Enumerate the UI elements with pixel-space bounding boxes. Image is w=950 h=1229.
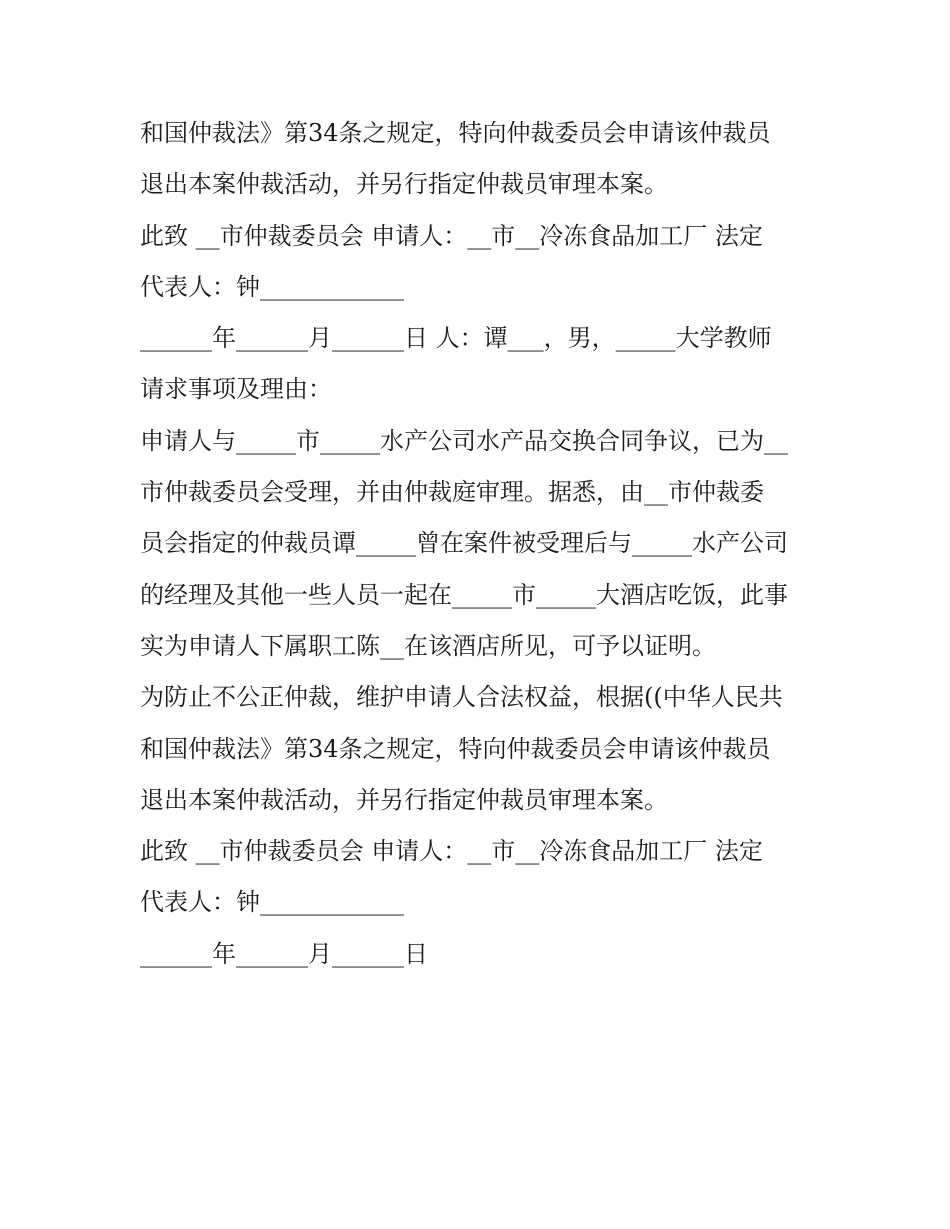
text-line: 实为申请人下属职工陈__在该酒店所见，可予以证明。 (140, 631, 716, 660)
text-line: ______年______月______日 人：谭___，男，_____大学教师 (140, 324, 772, 353)
text-line: 员会指定的仲裁员谭_____曾在案件被受理后与_____水产公司 (140, 529, 788, 558)
text-line: 和国仲裁法》第34条之规定，特向仲裁委员会申请该仲裁员 (140, 119, 771, 147)
text-line: 申请人与_____市_____水产公司水产品交换合同争议，已为__ (140, 426, 788, 455)
text-line: 为防止不公正仲裁，维护申请人合法权益，根据((中华人民共 (140, 683, 783, 712)
text-line: 和国仲裁法》第34条之规定，特向仲裁委员会申请该仲裁员 (140, 734, 771, 763)
text-line: 的经理及其他一些人员一起在_____市_____大酒店吃饭，此事 (140, 580, 788, 609)
text-line: 退出本案仲裁活动，并另行指定仲裁员审理本案。 (140, 785, 668, 814)
text-line: 退出本案仲裁活动，并另行指定仲裁员审理本案。 (140, 170, 668, 199)
text-line: 代表人：钟____________ (140, 272, 404, 301)
document-body (140, 108, 820, 980)
text-line: 代表人：钟____________ (140, 888, 404, 917)
text-line: 此致 __市仲裁委员会 申请人：__市__冷冻食品加工厂 法定 (140, 837, 763, 866)
date-line: ______年______月______日 (140, 939, 428, 968)
text-line: 此致 __市仲裁委员会 申请人：__市__冷冻食品加工厂 法定 (140, 221, 763, 250)
text-line: 市仲裁委员会受理，并由仲裁庭审理。据悉，由__市仲裁委 (140, 478, 764, 507)
section-heading: 请求事项及理由： (140, 375, 332, 404)
